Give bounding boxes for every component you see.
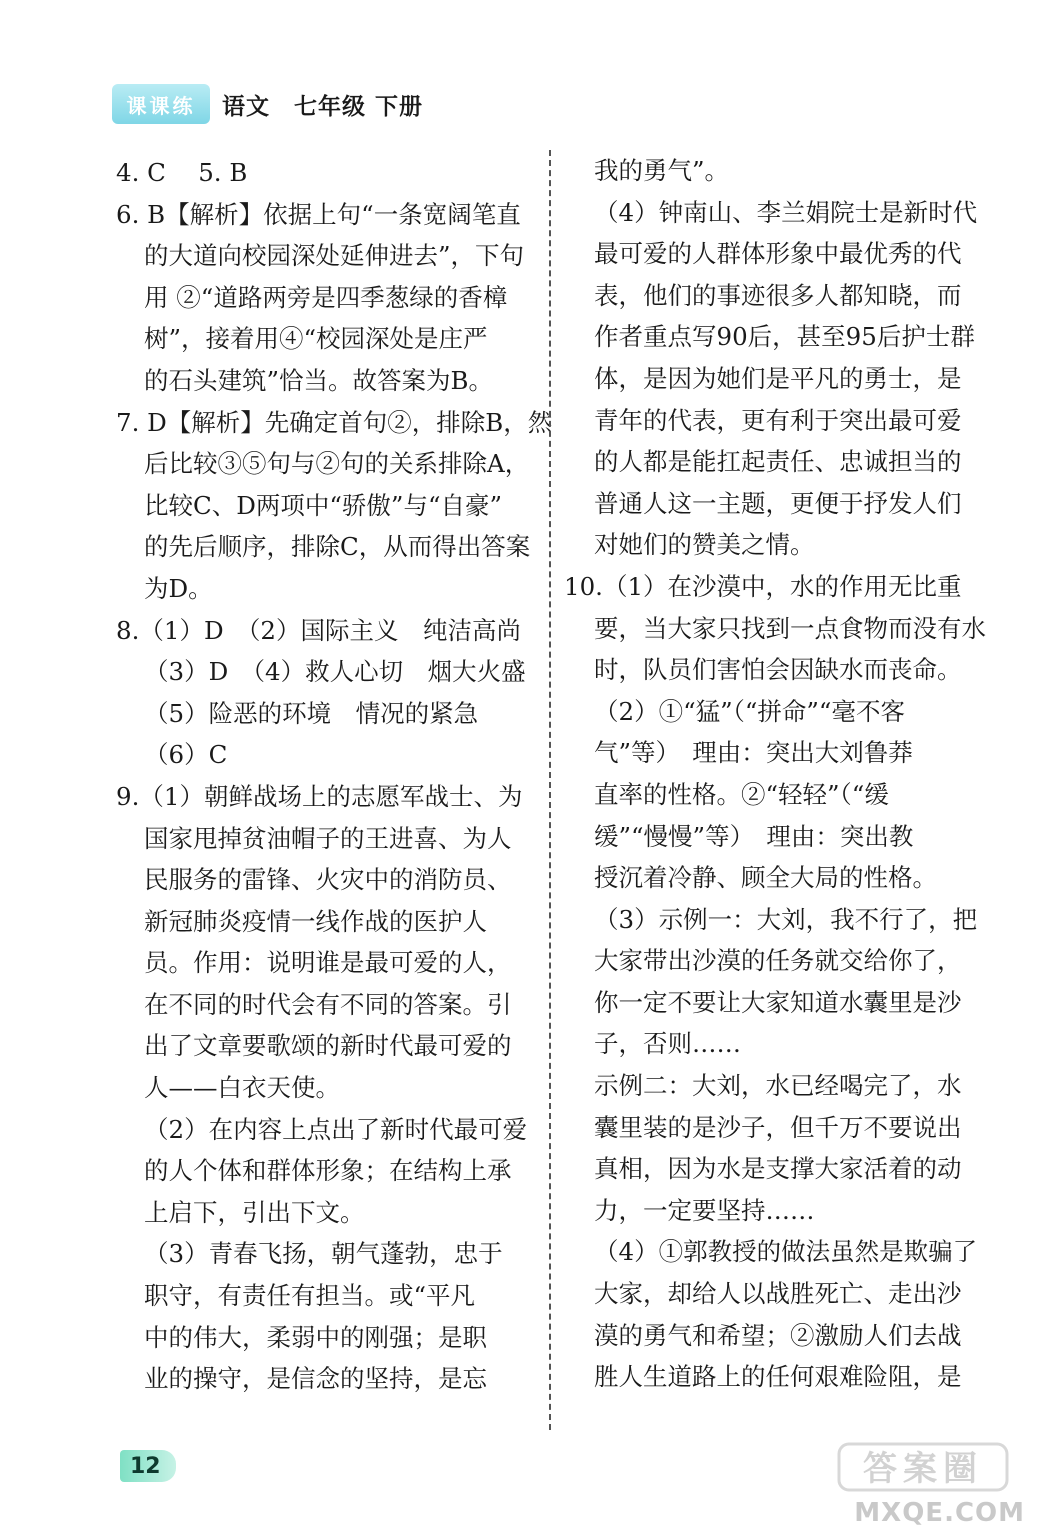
- answer-line: 中的伟大，柔弱中的刚强；是职: [144, 1322, 487, 1352]
- answer-line: 在不同的时代会有不同的答案。引: [144, 989, 512, 1019]
- answer-line: （3）青春飞扬，朝气蓬勃，忠于: [144, 1239, 503, 1269]
- answer-line: 上启下，引出下文。: [144, 1197, 365, 1227]
- answer-line: 比较C、D两项中“骄傲”与“自豪”: [144, 490, 502, 520]
- answer-line: 对她们的赞美之情。: [594, 530, 815, 560]
- answer-line: 出了文章要歌颂的新时代最可爱的: [144, 1031, 512, 1061]
- answer-line: 新冠肺炎疫情一线作战的医护人: [144, 906, 487, 936]
- watermark-logo-icon: [837, 1440, 1009, 1494]
- answer-line: （3）示例一：大刘，我不行了，把: [594, 904, 978, 934]
- answer-line: （5）险恶的环境 情况的紧急: [144, 698, 479, 728]
- answer-line: 最可爱的人群体形象中最优秀的代: [594, 239, 962, 269]
- answer-line: 大家带出沙漠的任务就交给你了，: [594, 946, 962, 976]
- answer-line: 胜人生道路上的任何艰难险阻，是: [594, 1362, 962, 1392]
- watermark: [829, 1440, 1029, 1528]
- page-header: [112, 80, 423, 128]
- watermark-logo-text: 答案圈: [863, 1449, 983, 1489]
- answer-line: 要，当大家只找到一点食物而没有水: [594, 613, 986, 643]
- answer-line: 用 ②“道路两旁是四季葱绿的香樟: [144, 282, 508, 312]
- answer-line: 作者重点写90后，甚至95后护士群: [594, 322, 975, 352]
- answer-line: 的石头建筑”恰当。故答案为B。: [144, 365, 494, 395]
- answer-line: 体，是因为她们是平凡的勇士，是: [594, 363, 962, 393]
- answer-line: 直率的性格。②“轻轻”（“缓: [594, 779, 889, 809]
- answer-line: 缓”“慢慢”等） 理由：突出教: [594, 821, 914, 851]
- answer-line: （4）①郭教授的做法虽然是欺骗了: [594, 1237, 978, 1267]
- answer-line: 表，他们的事迹很多人都知晓，而: [594, 280, 962, 310]
- watermark-site-text: MXQE.COM: [854, 1498, 1025, 1528]
- answer-line: 业的操守，是信念的坚持，是忘: [144, 1364, 487, 1394]
- answer-line: 授沉着冷静、顾全大局的性格。: [594, 863, 937, 893]
- answer-line: 普通人这一主题，更便于抒发人们: [594, 488, 962, 518]
- answer-line: 的大道向校园深处延伸进去”，下句: [144, 241, 525, 271]
- answer-line: 的人都是能扛起责任、忠诚担当的: [594, 447, 962, 477]
- answer-line: 树”，接着用④“校园深处是庄严: [144, 324, 488, 354]
- answer-line: 青年的代表，更有利于突出最可爱: [594, 405, 962, 435]
- answer-line: 7. D【解析】先确定首句②，排除B，然: [116, 407, 553, 437]
- answer-line: 力，一定要坚持……: [594, 1195, 815, 1225]
- answer-line: 大家，却给人以战胜死亡、走出沙: [594, 1279, 962, 1309]
- answer-line: 国家甩掉贫油帽子的王进喜、为人: [144, 823, 512, 853]
- book-series-badge: 课课练: [112, 84, 210, 124]
- column-divider: [549, 150, 551, 1430]
- answer-line: 4. C 5. B: [116, 158, 248, 187]
- answer-line: 后比较③⑤句与②句的关系排除A，: [144, 449, 530, 479]
- answer-line: 9.（1）朝鲜战场上的志愿军战士、为: [116, 781, 523, 811]
- answer-line: 的人个体和群体形象；在结构上承: [144, 1156, 512, 1186]
- answer-line: 10.（1）在沙漠中，水的作用无比重: [564, 571, 962, 601]
- answer-line: 子，否则……: [594, 1029, 741, 1059]
- page-number: 12: [120, 1450, 176, 1482]
- book-title: 语文 七年级 下册: [222, 92, 424, 120]
- answer-line: 8.（1）D （2）国际主义 纯洁高尚: [116, 615, 521, 645]
- answer-line: 员。作用：说明谁是最可爱的人，: [144, 948, 512, 978]
- answer-line: （4）钟南山、李兰娟院士是新时代: [594, 197, 978, 227]
- answer-line: 示例二：大刘，水已经喝完了，水: [594, 1071, 962, 1101]
- answer-line: （2）在内容上点出了新时代最可爱: [144, 1114, 528, 1144]
- answer-line: （2）①“猛”（“拼命”“毫不客: [594, 696, 905, 726]
- left-column: [116, 152, 553, 1400]
- answer-line: 你一定不要让大家知道水囊里是沙: [594, 987, 962, 1017]
- answer-line: 气”等） 理由：突出大刘鲁莽: [594, 738, 913, 768]
- answer-line: 职守，有责任有担当。或“平凡: [144, 1281, 476, 1311]
- answer-line: （3）D （4）救人心切 烟大火盛: [144, 657, 526, 687]
- answer-line: （6）C: [144, 740, 228, 770]
- answer-line: 漠的勇气和希望；②激励人们去战: [594, 1320, 962, 1350]
- answer-line: 真相，因为水是支撑大家活着的动: [594, 1154, 962, 1184]
- answer-line: 民服务的雷锋、火灾中的消防员、: [144, 865, 512, 895]
- answer-line: 6. B【解析】依据上句“一条宽阔笔直: [116, 199, 521, 229]
- answer-line: 囊里装的是沙子，但千万不要说出: [594, 1112, 962, 1142]
- answer-line: 我的勇气”。: [594, 156, 730, 185]
- answer-line: 的先后顺序，排除C，从而得出答案: [144, 532, 531, 562]
- answer-line: 人——白衣天使。: [144, 1073, 340, 1103]
- right-column: [564, 150, 994, 1398]
- answer-line: 时，队员们害怕会因缺水而丧命。: [594, 655, 962, 685]
- answer-line: 为D。: [144, 573, 213, 603]
